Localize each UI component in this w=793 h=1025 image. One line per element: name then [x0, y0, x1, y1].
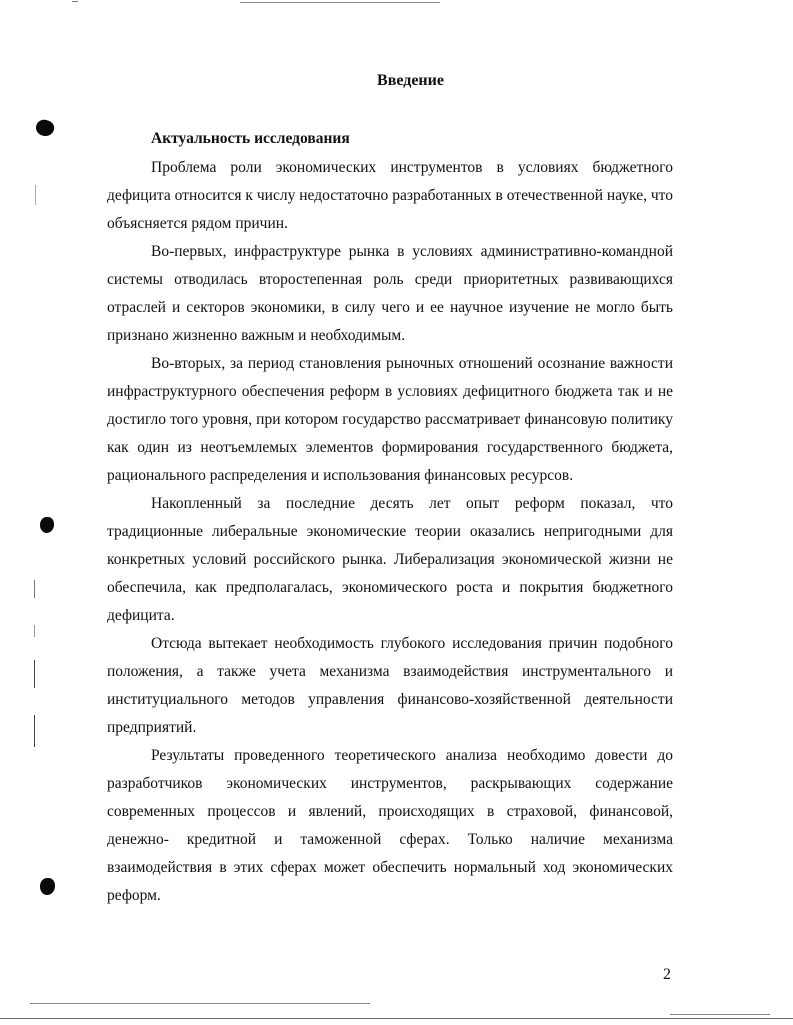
margin-scan-mark: [34, 580, 35, 598]
scan-artifact-top: [72, 1, 78, 2]
paragraph: Отсюда вытекает необходимость глубокого исследования причин подобного положения, а также учета механизма взаимодействия инструментального и институциального методов управления финансово-хозяйственной деятельности предприятий.: [107, 635, 673, 736]
page-title: Введение: [377, 72, 444, 89]
margin-scan-mark: [34, 660, 35, 688]
scan-artifact-bottom: [670, 1014, 770, 1015]
margin-scan-mark: [34, 715, 35, 747]
margin-scan-mark: [34, 625, 35, 637]
page-number: 2: [663, 966, 671, 983]
paragraph: Во-первых, инфраструктуре рынка в условиях административно-командной системы отводилась второстепенная роль среди приоритетных развивающихся отраслей и секторов экономики, в силу чего и ее научное изучение не могло быть признано жизненно важным и необходимым.: [107, 243, 673, 344]
paragraph: Во-вторых, за период становления рыночных отношений осознание важности инфраструктурного обеспечения реформ в условиях дефицитного бюджета так и не достигло того уровня, при котором государство рассматривает финансовую политику как один из неотъемлемых элементов формирования государственного бюджета, рационального распределения и использования финансовых ресурсов.: [107, 355, 673, 484]
paragraph: Проблема роли экономических инструментов в условиях бюджетного дефицита относится к числу недостаточно разработанных в отечественной науке, что объясняется рядом причин.: [107, 159, 673, 232]
scan-border-bottom: [30, 1003, 370, 1004]
body-text: [107, 154, 673, 910]
scan-border-bottom-edge: [0, 1018, 793, 1019]
scan-border-top: [240, 2, 440, 3]
binder-hole-mark: [34, 117, 56, 138]
binder-hole-mark: [40, 878, 55, 895]
margin-scan-mark: [35, 185, 36, 205]
section-heading: Актуальность исследования: [151, 130, 350, 147]
paragraph: Накопленный за последние десять лет опыт реформ показал, что традиционные либеральные экономические теории оказались непригодными для конкретных условий российского рынка. Либерализация экономической жизни не обеспечила, как предполагалась, экономического роста и покрытия бюджетного дефицита.: [107, 495, 673, 624]
paragraph: Результаты проведенного теоретического анализа необходимо довести до разработчиков экономических инструментов, раскрывающих содержание современных процессов и явлений, происходящих в страховой, финансовой, денежно- кредитной и таможенной сферах. Только наличие механизма взаимодействия в этих сферах может обеспечить нормальный ход экономических реформ.: [107, 747, 673, 904]
binder-hole-mark: [40, 517, 54, 533]
